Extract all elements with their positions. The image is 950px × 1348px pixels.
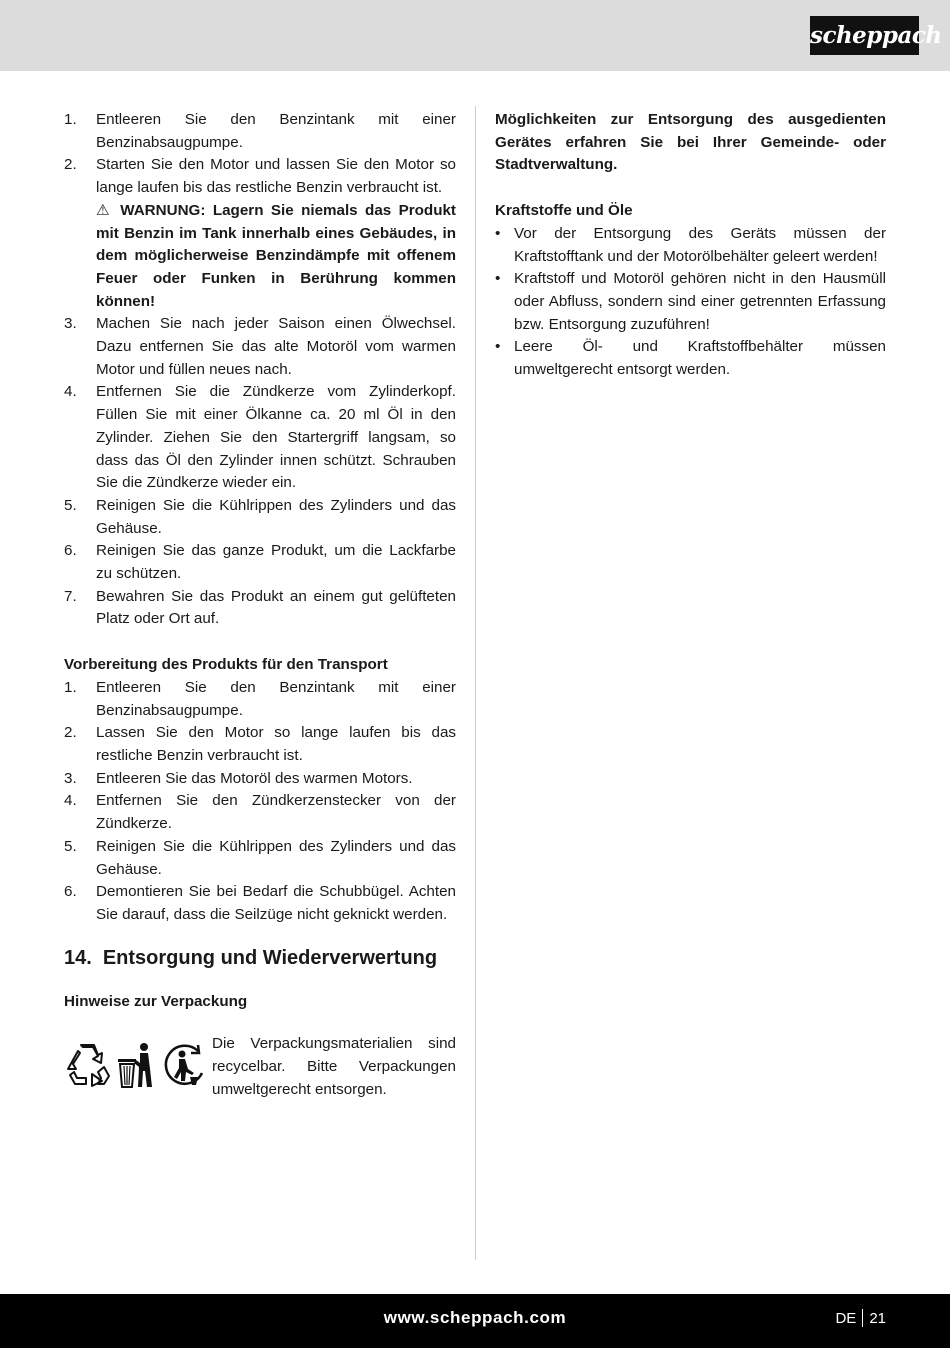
list-item [64,677,456,722]
page-header [0,0,950,71]
recycling-symbol-icon [64,1041,112,1089]
packaging-heading: Hinweise zur Verpackung [64,992,248,1010]
step-number: 3. [64,315,77,333]
step-text: Starten Sie den Motor und lassen Sie den Motor so lange laufen bis das restliche Benzin verbraucht ist. [96,156,456,197]
website-link[interactable]: www.scheppach.com [383,1308,567,1327]
step-number: 3. [64,769,77,787]
list-item [64,768,456,791]
left-column [64,109,456,1101]
list-item [64,154,456,313]
bullet-text: Kraftstoff und Motoröl gehören nicht in den Hausmüll oder Abfluss, sondern sind einer getrennten Erfassung bzw. Entsorgung zuzuführen! [514,270,886,333]
fuels-heading: Kraftstoffe und Öle [495,202,633,220]
maintenance-steps [64,109,456,631]
step-text: Entleeren Sie den Benzintank mit einer Benzinabsaugpumpe. [96,678,456,719]
disposal-icons [64,1033,212,1089]
bullet-icon: • [495,270,501,288]
step-text: Entfernen Sie die Zündkerze vom Zylinderkopf. Füllen Sie mit einer Ölkanne ca. 20 ml Öl in den Zylinder. Ziehen Sie den Startergriff langsam, so dass das Öl den Zylinder innen schützt. Schrauben Sie die Zündkerze wieder ein. [96,383,456,492]
step-text: Entleeren Sie das Motoröl des warmen Motors. [96,769,413,787]
warning-icon: ⚠ [96,201,113,219]
right-column [495,109,886,382]
step-number: 1. [64,678,77,696]
step-text: Bewahren Sie das Produkt an einem gut gelüfteten Platz oder Ort auf. [96,587,456,628]
list-item [495,268,886,336]
step-number: 1. [64,111,77,128]
step-text: Reinigen Sie die Kühlrippen des Zylinders und das Gehäuse. [96,837,456,878]
list-item [495,223,886,268]
step-text: Demontieren Sie bei Bedarf die Schubbügel. Achten Sie darauf, dass die Seilzüge nicht geknickt werden. [96,883,456,923]
bullet-text: Vor der Entsorgung des Geräts müssen der Kraftstofftank und der Motorölbehälter geleert werden! [514,224,886,265]
page-number: 21 [869,1309,886,1327]
list-item [64,881,456,926]
brand-logo: scheppach [810,16,919,55]
chapter-number: 14. [64,946,92,969]
list-item [64,313,456,381]
list-item [495,336,886,381]
step-number: 2. [64,156,77,174]
tidy-man-recycle-icon [160,1041,208,1089]
page-footer [0,1294,950,1348]
bullet-icon: • [495,338,501,356]
list-item [64,109,456,154]
packaging-note [64,1033,456,1101]
transport-steps [64,677,456,927]
warning-note [96,200,456,314]
language-code: DE [835,1309,857,1327]
step-number: 6. [64,883,77,901]
chapter-heading [64,945,456,971]
page-indicator [835,1309,886,1327]
list-item [64,381,456,495]
step-text: Lassen Sie den Motor so lange laufen bis das restliche Benzin verbraucht ist. [96,724,456,764]
chapter-title: Entsorgung und Wiederverwertung [102,946,438,969]
waste-bin-person-icon [116,1041,156,1089]
step-text: Entfernen Sie den Zündkerzenstecker von der Zündkerze. [96,792,456,833]
bullet-text: Leere Öl- und Kraftstoffbehälter müssen umweltgerecht entsorgt werden. [514,338,886,379]
list-item [64,836,456,881]
warning-text: WARNUNG: Lagern Sie niemals das Produkt mit Benzin im Tank innerhalb eines Gebäudes, in dem möglicherweise Benzindämpfe mit offenem Feuer oder Funken in Berührung kommen können! [96,201,456,310]
step-number: 4. [64,383,77,401]
step-text: Entleeren Sie den Benzintank mit einer Benzinabsaugpumpe. [96,111,456,151]
packaging-text: Die Verpackungsmaterialien sind recycelbar. Bitte Verpackungen umweltgerecht entsorgen. [212,1035,456,1098]
disposal-lead: Möglichkeiten zur Entsorgung des ausgedienten Gerätes erfahren Sie bei Ihrer Gemeinde- oder Stadtverwaltung. [495,111,886,174]
step-number: 7. [64,587,77,605]
column-divider [475,106,476,1260]
transport-heading: Vorbereitung des Produkts für den Transport [64,656,388,674]
list-item [64,586,456,631]
step-number: 4. [64,792,77,810]
list-item [64,722,456,767]
step-number: 6. [64,542,77,560]
step-text: Reinigen Sie das ganze Produkt, um die Lackfarbe zu schützen. [96,542,456,583]
step-number: 2. [64,724,77,742]
step-text: Machen Sie nach jeder Saison einen Ölwechsel. Dazu entfernen Sie das alte Motoröl vom warmen Motor und füllen neues nach. [96,315,456,378]
list-item [64,495,456,540]
step-number: 5. [64,496,77,514]
step-text: Reinigen Sie die Kühlrippen des Zylinders und das Gehäuse. [96,496,456,537]
list-item [64,540,456,585]
separator [862,1309,863,1327]
list-item [64,790,456,835]
bullet-icon: • [495,224,501,242]
step-number: 5. [64,837,77,855]
fuels-list [495,223,886,382]
